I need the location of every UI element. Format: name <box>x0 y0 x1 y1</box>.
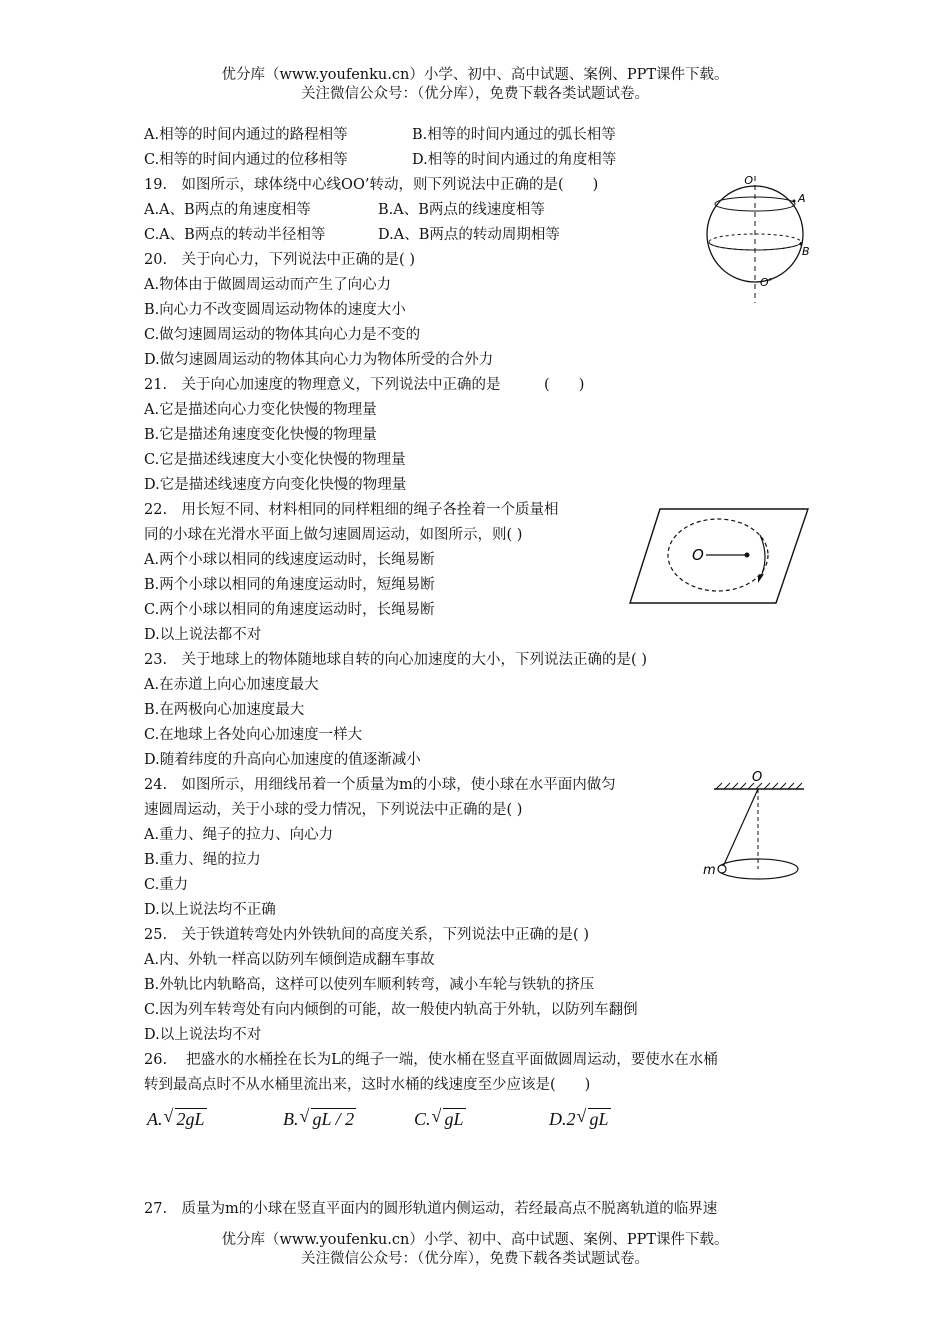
label-o-top: O <box>744 174 753 187</box>
rotation-arrow <box>760 535 765 579</box>
q25-option-d: D.以上说法均不对 <box>144 1027 262 1043</box>
q19-option-a: A.A、B两点的角速度相等 <box>144 202 311 218</box>
q26-option-c: C.√ gL <box>414 1108 466 1130</box>
q18-option-b: B.相等的时间内通过的弧长相等 <box>412 127 616 143</box>
header-line-1: 优分库（www.youfenku.cn）小学、初中、高中试题、案例、PPT课件下载。 <box>221 67 729 83</box>
q20-option-b: B.向心力不改变圆周运动物体的速度大小 <box>144 302 406 318</box>
q18-option-c: C.相等的时间内通过的位移相等 <box>144 152 348 168</box>
q22-option-d: D.以上说法都不对 <box>144 627 262 643</box>
q24-option-a: A.重力、绳子的拉力、向心力 <box>144 827 334 843</box>
q19-sphere-figure <box>700 170 815 305</box>
label-o-bottom: O' <box>760 276 772 289</box>
q19-option-b: B.A、B两点的线速度相等 <box>378 202 545 218</box>
page-footer <box>0 1231 950 1269</box>
q20-stem: 20. 关于向心力，下列说法中正确的是( ) <box>144 252 415 268</box>
q22-stem-1: 22. 用长短不同、材料相同的同样粗细的绳子各拴着一个质量相 <box>144 502 559 518</box>
q25-option-c: C.因为列车转弯处有向内倾倒的可能，故一般使内轨高于外轨，以防列车翻倒 <box>144 1002 638 1018</box>
q24-option-c: C.重力 <box>144 877 189 893</box>
label-o: O <box>752 770 763 785</box>
q21-option-d: D.它是描述线速度方向变化快慢的物理量 <box>144 477 407 493</box>
q24-stem-1: 24. 如图所示，用细线吊着一个质量为m的小球，使小球在水平面内做匀 <box>144 777 616 793</box>
label-m: m <box>703 863 716 878</box>
q25-stem: 25. 关于铁道转弯处内外铁轨间的高度关系，下列说法中正确的是( ) <box>144 927 589 943</box>
q22-plane-figure <box>628 505 810 607</box>
q27-stem: 27. 质量为m的小球在竖直平面内的圆形轨道内侧运动，若经最高点不脱离轨道的临界速 <box>144 1201 718 1217</box>
q23-option-b: B.在两极向心加速度最大 <box>144 702 305 718</box>
q19-option-d: D.A、B两点的转动周期相等 <box>378 227 560 243</box>
q25-option-b: B.外轨比内轨略高，这样可以使列车顺利转弯，减小车轮与铁轨的挤压 <box>144 977 595 993</box>
q18-option-d: D.相等的时间内通过的角度相等 <box>412 152 617 168</box>
q23-option-c: C.在地球上各处向心加速度一样大 <box>144 727 363 743</box>
q22-stem-2: 同的小球在光滑水平面上做匀速圆周运动，如图所示，则( ) <box>144 527 523 543</box>
q23-stem: 23. 关于地球上的物体随地球自转的向心加速度的大小，下列说法正确的是( ) <box>144 652 647 668</box>
horizontal-plane <box>630 509 808 603</box>
q21-option-b: B.它是描述角速度变化快慢的物理量 <box>144 427 377 443</box>
q20-option-d: D.做匀速圆周运动的物体其向心力为物体所受的合外力 <box>144 352 494 368</box>
q26-stem-2: 转到最高点时不从水桶里流出来，这时水桶的线速度至少应该是( ) <box>144 1077 591 1093</box>
q22-option-b: B.两个小球以相同的角速度运动时，短绳易断 <box>144 577 435 593</box>
q24-stem-2: 速圆周运动，关于小球的受力情况，下列说法中正确的是( ) <box>144 802 523 818</box>
label-b: B <box>802 245 810 258</box>
q20-option-c: C.做匀速圆周运动的物体其向心力是不变的 <box>144 327 421 343</box>
header-line-2: 关注微信公众号：（优分库），免费下载各类试题试卷。 <box>301 86 649 102</box>
footer-line-1: 优分库（www.youfenku.cn）小学、初中、高中试题、案例、PPT课件下载。 <box>221 1232 729 1248</box>
q25-option-a: A.内、外轨一样高以防列车倾倒造成翻车事故 <box>144 952 435 968</box>
string <box>722 789 758 869</box>
q18-option-a: A.相等的时间内通过的路程相等 <box>144 127 348 143</box>
q26-option-b: B.√ gL / 2 <box>283 1108 356 1130</box>
q23-option-a: A.在赤道上向心加速度最大 <box>144 677 319 693</box>
q21-option-c: C.它是描述线速度大小变化快慢的物理量 <box>144 452 406 468</box>
q19-stem: 19. 如图所示，球体绕中心线OO’转动，则下列说法中正确的是( ) <box>144 177 599 193</box>
q24-option-d: D.以上说法均不正确 <box>144 902 276 918</box>
q20-option-a: A.物体由于做圆周运动而产生了向心力 <box>144 277 392 293</box>
q19-option-c: C.A、B两点的转动半径相等 <box>144 227 326 243</box>
q24-option-b: B.重力、绳的拉力 <box>144 852 261 868</box>
q21-option-a: A.它是描述向心力变化快慢的物理量 <box>144 402 377 418</box>
ball <box>745 553 750 558</box>
ball <box>718 865 726 873</box>
q22-option-c: C.两个小球以相同的角速度运动时，长绳易断 <box>144 602 435 618</box>
q23-option-d: D.随着纬度的升高向心加速度的值逐渐减小 <box>144 752 421 768</box>
label-o: O <box>692 546 704 564</box>
label-a: A <box>798 192 806 205</box>
page-header <box>0 66 950 104</box>
q22-option-a: A.两个小球以相同的线速度运动时，长绳易断 <box>144 552 435 568</box>
q24-pendulum-figure <box>700 765 810 885</box>
q26-stem-1: 26. 把盛水的水桶拴在长为L的绳子一端，使水桶在竖直平面做圆周运动，要使水在水桶 <box>144 1052 718 1068</box>
q26-option-a: A.√ 2gL <box>147 1108 207 1130</box>
footer-line-2: 关注微信公众号：（优分库），免费下载各类试题试卷。 <box>301 1251 649 1267</box>
q21-stem: 21. 关于向心加速度的物理意义，下列说法中正确的是 ( ) <box>144 377 585 393</box>
q26-option-d: D.2√ gL <box>549 1108 611 1130</box>
